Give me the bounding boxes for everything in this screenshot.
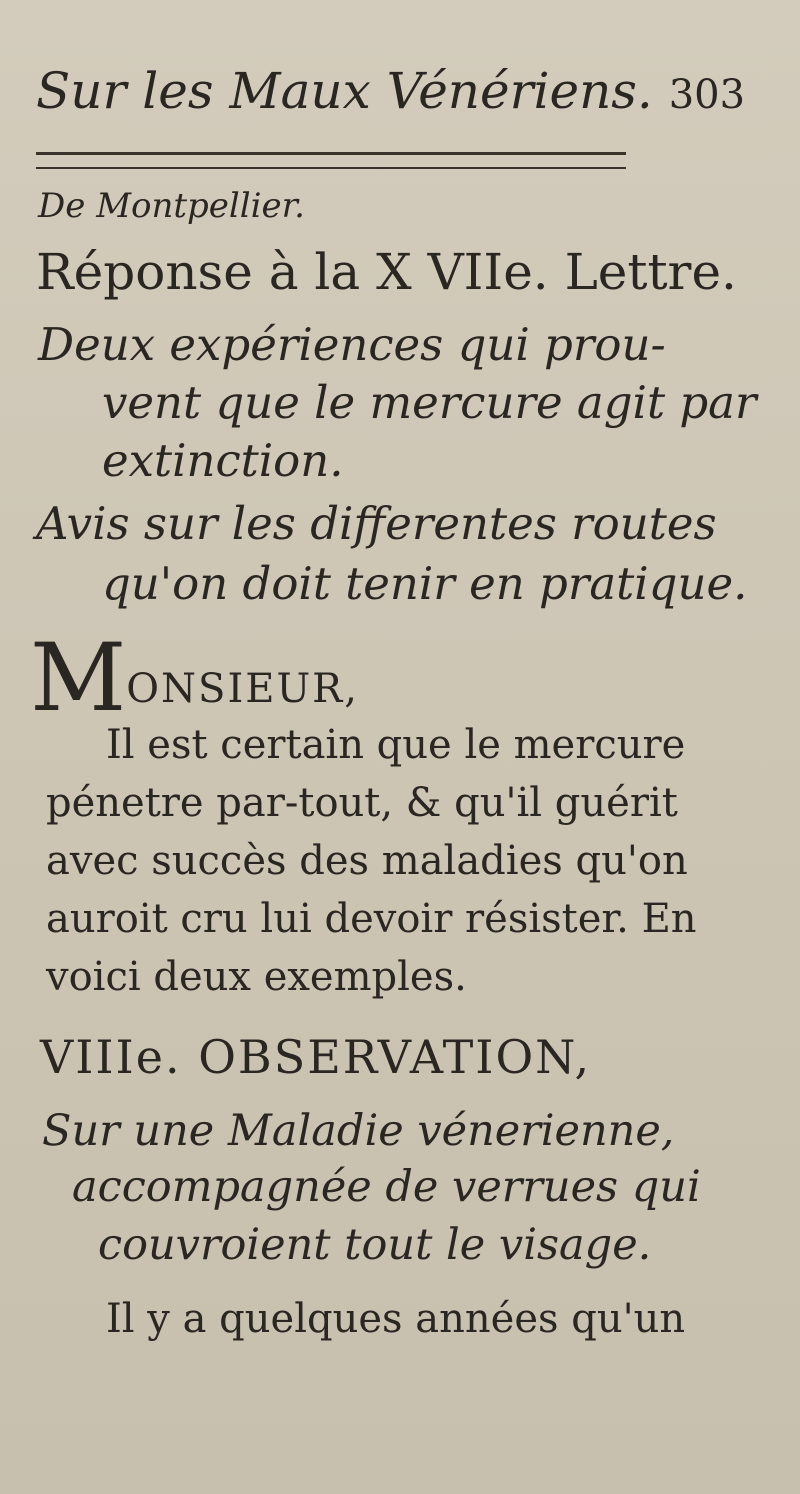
summary-1-line-2: vent que le mercure agit par xyxy=(102,376,757,429)
summary-2-line-1: Avis sur les differentes routes xyxy=(36,497,717,550)
observation-subtitle-line-1: Sur une Maladie vénerienne, xyxy=(42,1106,675,1156)
observation-subtitle-line-2: accompagnée de verrues qui xyxy=(72,1162,701,1212)
body-line-1: Il est certain que le mercure xyxy=(106,722,686,768)
salutation-rest: ONSIEUR, xyxy=(126,666,359,712)
summary-2-line-2: qu'on doit tenir en pratique. xyxy=(102,557,748,610)
reply-heading: Réponse à la X VIIe. Lettre. xyxy=(36,243,737,301)
observation-heading: VIIIe. OBSERVATION, xyxy=(40,1030,592,1084)
running-header xyxy=(36,62,745,120)
body-line-4: auroit cru lui devoir résister. En xyxy=(46,896,697,942)
header-rule xyxy=(36,152,626,169)
letter-origin: De Montpellier. xyxy=(38,186,305,226)
body-line-2: pénetre par-tout, & qu'il guérit xyxy=(46,780,678,826)
body-line-3: avec succès des maladies qu'on xyxy=(46,838,688,884)
page-number: 303 xyxy=(668,72,746,118)
summary-1-line-1: Deux expériences qui prou- xyxy=(38,318,666,371)
summary-1-line-3: extinction. xyxy=(102,434,344,487)
salutation-initial: M xyxy=(30,624,127,733)
running-title: Sur les Maux Vénériens. xyxy=(36,62,653,120)
salutation xyxy=(30,624,359,733)
body-last-line: Il y a quelques années qu'un xyxy=(106,1296,686,1342)
observation-subtitle-line-3: couvroient tout le visage. xyxy=(98,1220,652,1270)
body-line-5: voici deux exemples. xyxy=(46,954,467,1000)
